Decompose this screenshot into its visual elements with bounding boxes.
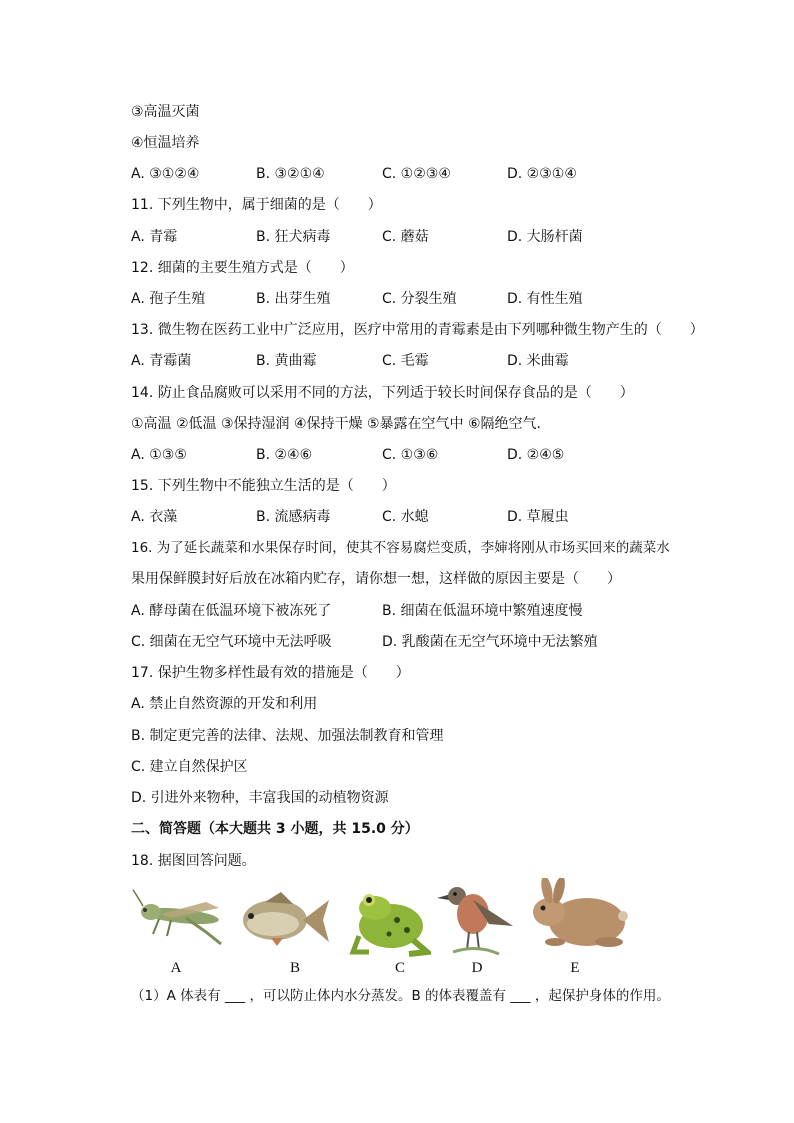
q11-option-d: D. 大肠杆菌 bbox=[507, 229, 583, 245]
q14-option-b: B. ②④⑥ bbox=[256, 447, 313, 463]
q10-option-b: B. ③②①④ bbox=[256, 166, 325, 182]
q12-option-b: B. 出芽生殖 bbox=[256, 291, 331, 307]
frog-icon bbox=[349, 886, 431, 958]
q17-option-c: C. 建立自然保护区 bbox=[131, 759, 248, 775]
q12-stem: 12. 细菌的主要生殖方式是（ ） bbox=[131, 260, 354, 276]
q13-option-d: D. 米曲霉 bbox=[507, 353, 569, 369]
figure-label-c: C bbox=[394, 960, 405, 976]
q16-option-b: B. 细菌在低温环境中繁殖速度慢 bbox=[382, 603, 583, 619]
step-4: ④恒温培养 bbox=[131, 135, 200, 151]
figure-label-e: E bbox=[570, 960, 580, 976]
q18-sub-question-1: （1）A 体表有 ___ ，可以防止体内水分蒸发。B 的体表覆盖有 ___ ，起保护身体的作用。 bbox=[131, 988, 670, 1004]
q18-stem: 18. 据图回答问题。 bbox=[131, 853, 256, 869]
q10-option-a: A. ③①②④ bbox=[131, 166, 200, 182]
step-3: ③高温灭菌 bbox=[131, 104, 200, 120]
q14-conditions: ①高温 ②低温 ③保持湿润 ④保持干燥 ⑤暴露在空气中 ⑥隔绝空气． bbox=[131, 416, 551, 432]
q13-option-c: C. 毛霉 bbox=[382, 353, 429, 369]
q16-option-a: A. 酵母菌在低温环境下被冻死了 bbox=[131, 603, 332, 619]
q11-option-c: C. 蘑菇 bbox=[382, 229, 429, 245]
q13-option-b: B. 黄曲霉 bbox=[256, 353, 317, 369]
q13-stem: 13. 微生物在医药工业中广泛应用，医疗中常用的青霉素是由下列哪种微生物产生的（ ） bbox=[131, 322, 704, 338]
q13-option-a: A. 青霉菌 bbox=[131, 353, 192, 369]
q11-option-b: B. 狂犬病毒 bbox=[256, 229, 331, 245]
section-2-title: 二、简答题（本大题共 3 小题，共 15.0 分） bbox=[131, 821, 419, 837]
bird-icon bbox=[433, 880, 519, 962]
q12-option-d: D. 有性生殖 bbox=[507, 291, 583, 307]
q14-option-a: A. ①③⑤ bbox=[131, 447, 187, 463]
q16-option-d: D. 乳酸菌在无空气环境中无法繁殖 bbox=[382, 634, 598, 650]
q15-option-d: D. 草履虫 bbox=[507, 509, 569, 525]
q15-option-a: A. 衣藻 bbox=[131, 509, 178, 525]
q15-stem: 15. 下列生物中不能独立生活的是（ ） bbox=[131, 478, 396, 494]
figure-label-d: D bbox=[471, 960, 483, 976]
q11-stem: 11. 下列生物中，属于细菌的是（ ） bbox=[131, 197, 382, 213]
q16-option-c: C. 细菌在无空气环境中无法呼吸 bbox=[131, 634, 332, 650]
q14-option-c: C. ①③⑥ bbox=[382, 447, 439, 463]
q16-stem-line2: 果用保鲜膜封好后放在冰箱内贮存，请你想一想，这样做的原因主要是（ ） bbox=[131, 571, 621, 587]
q12-option-c: C. 分裂生殖 bbox=[382, 291, 457, 307]
figure-label-b: B bbox=[289, 960, 300, 976]
q15-option-b: B. 流感病毒 bbox=[256, 509, 331, 525]
q11-option-a: A. 青霉 bbox=[131, 229, 178, 245]
q16-stem-line1: 16. 为了延长蔬菜和水果保存时间，使其不容易腐烂变质，李婶将刚从市场买回来的蔬菜水 bbox=[131, 540, 670, 556]
figure-label-a: A bbox=[170, 960, 182, 976]
q17-option-d: D. 引进外来物种，丰富我国的动植物资源 bbox=[131, 790, 389, 806]
q17-option-b: B. 制定更完善的法律、法规、加强法制教育和管理 bbox=[131, 728, 444, 744]
q10-option-c: C. ①②③④ bbox=[382, 166, 451, 182]
q14-option-d: D. ②④⑤ bbox=[507, 447, 565, 463]
q17-option-a: A. 禁止自然资源的开发和利用 bbox=[131, 696, 318, 712]
q15-option-c: C. 水螅 bbox=[382, 509, 429, 525]
q17-stem: 17. 保护生物多样性最有效的措施是（ ） bbox=[131, 665, 410, 681]
rabbit-icon bbox=[525, 878, 629, 952]
q14-stem: 14. 防止食品腐败可以采用不同的方法，下列适于较长时间保存食品的是（ ） bbox=[131, 385, 634, 401]
grasshopper-icon bbox=[131, 888, 226, 948]
q10-option-d: D. ②③①④ bbox=[507, 166, 577, 182]
fish-icon bbox=[237, 890, 331, 948]
q12-option-a: A. 孢子生殖 bbox=[131, 291, 206, 307]
